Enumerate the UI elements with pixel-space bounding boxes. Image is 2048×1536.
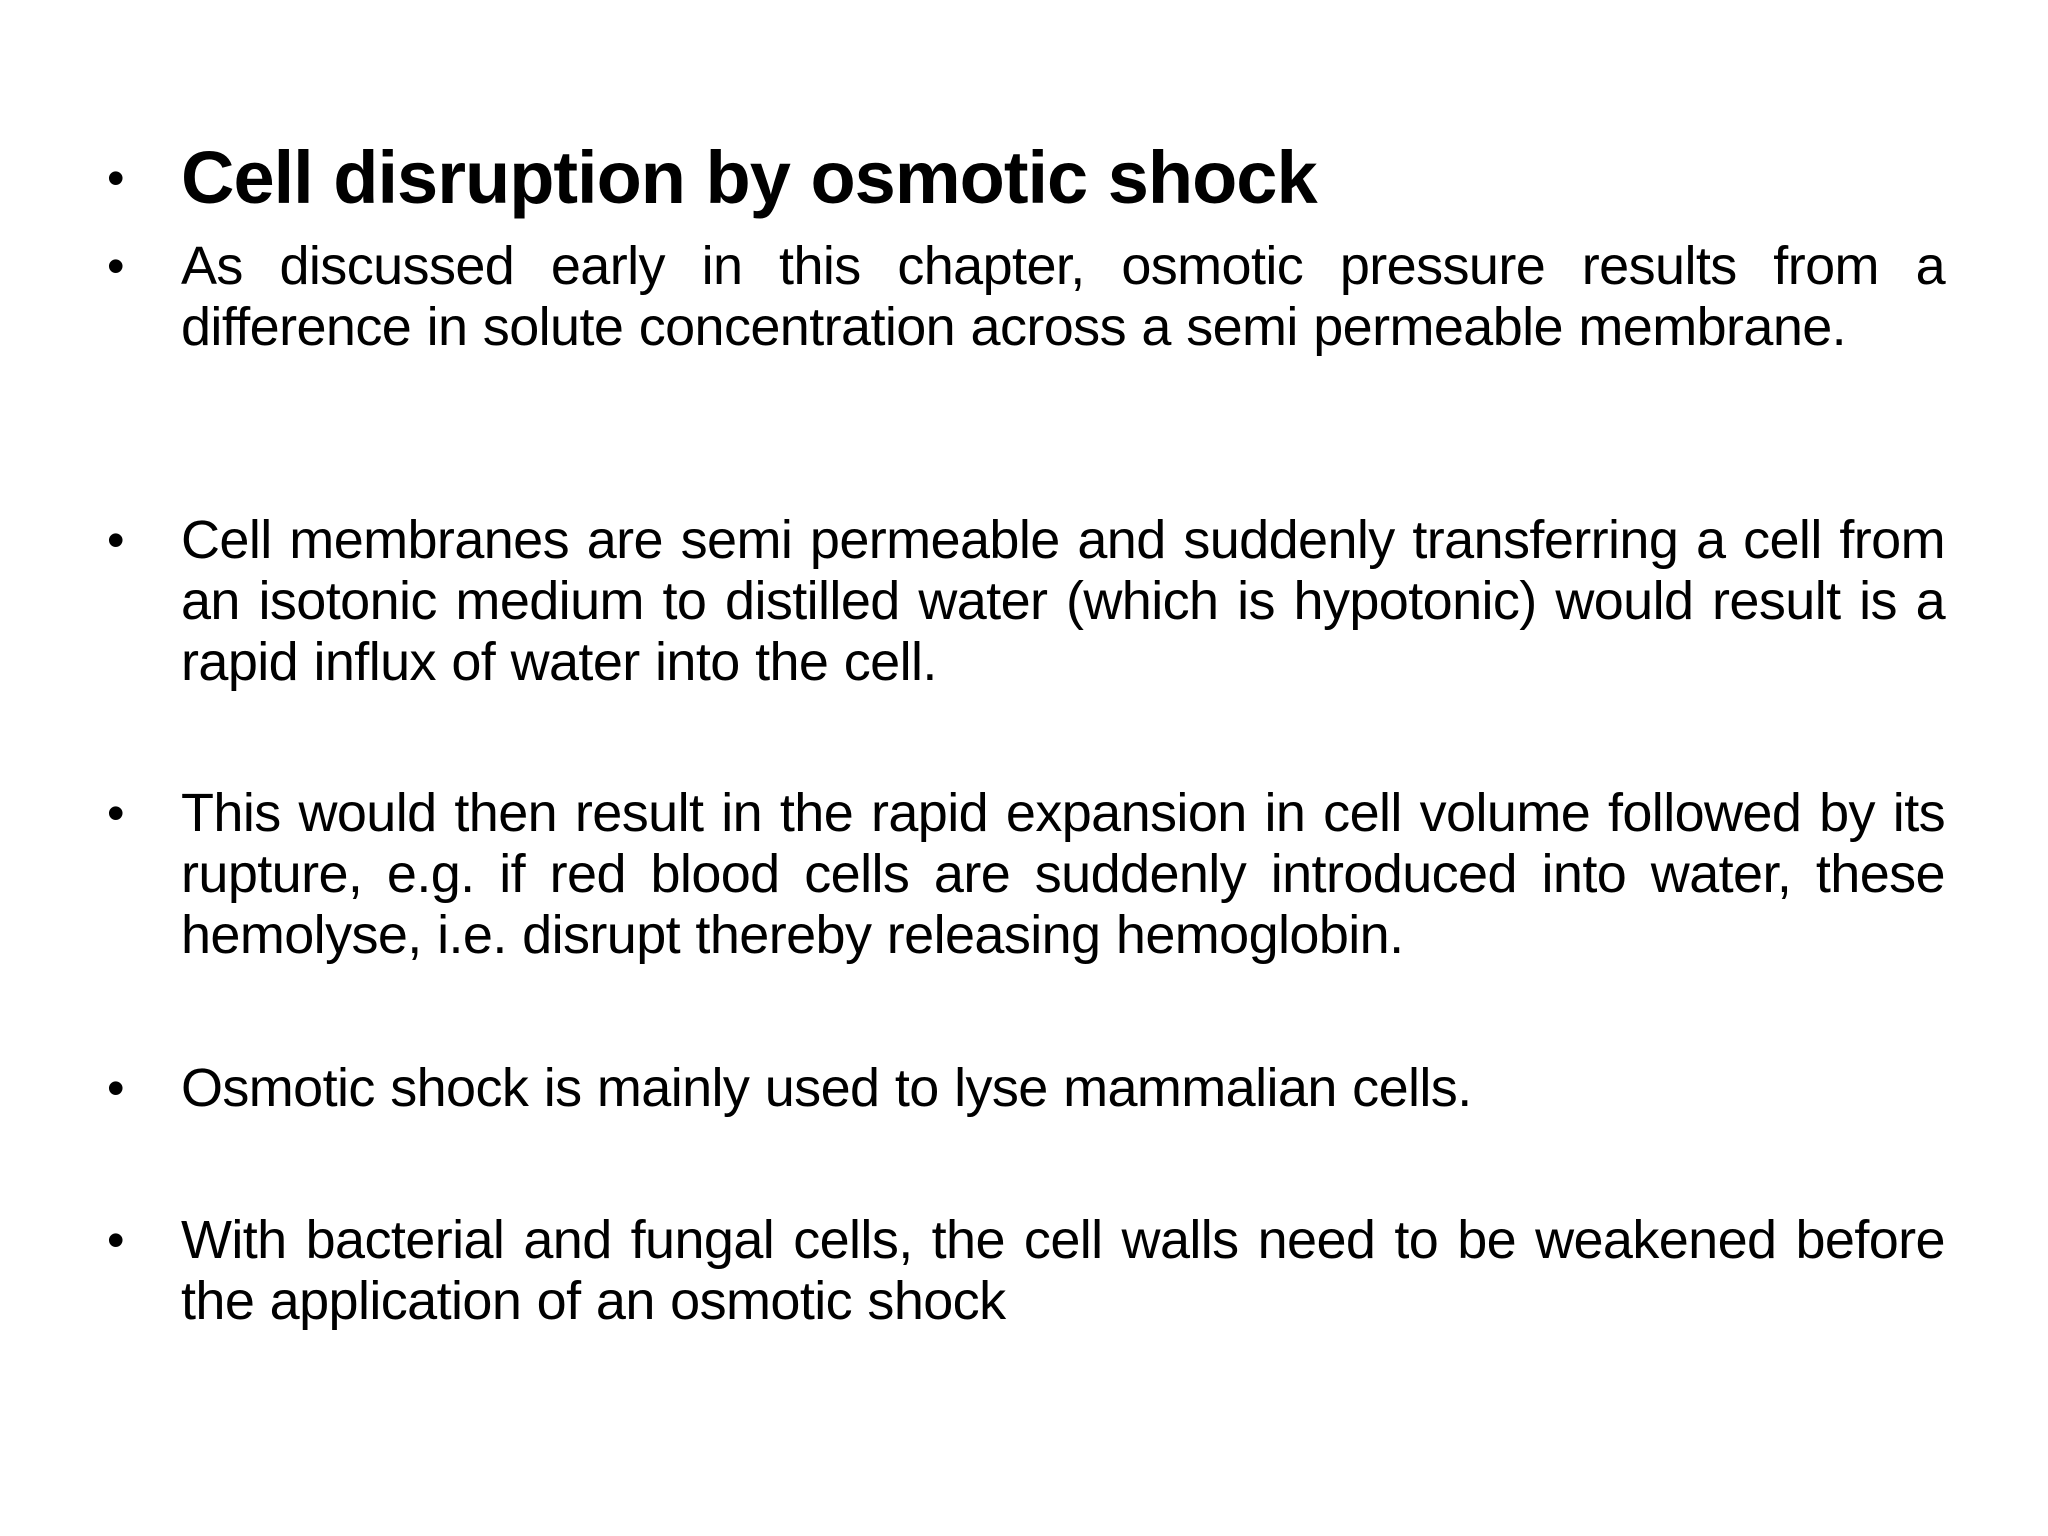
bullet-text: With bacterial and fungal cells, the cell walls need to be weakened before the application of an osmotic shock	[181, 1210, 1945, 1331]
bullet-icon: •	[107, 238, 125, 294]
slide-heading: Cell disruption by osmotic shock	[181, 136, 1317, 219]
bullet-text: Osmotic shock is mainly used to lyse mammalian cells.	[181, 1058, 1472, 1118]
bullet-icon: •	[107, 150, 125, 206]
bullet-icon: •	[107, 1060, 125, 1116]
bullet-text: As discussed early in this chapter, osmotic pressure results from a difference in solute concentration across a semi permeable membrane.	[181, 236, 1945, 357]
bullet-icon: •	[107, 512, 125, 568]
bullet-icon: •	[107, 785, 125, 841]
bullet-text: Cell membranes are semi permeable and suddenly transferring a cell from an isotonic medium to distilled water (which is hypotonic) would result is a rapid influx of water into the cell.	[181, 510, 1945, 692]
bullet-icon: •	[107, 1212, 125, 1268]
bullet-text: This would then result in the rapid expansion in cell volume followed by its rupture, e.g. if red blood cells are suddenly introduced into water, these hemolyse, i.e. disrupt thereby releasing hemoglobin.	[181, 783, 1945, 965]
